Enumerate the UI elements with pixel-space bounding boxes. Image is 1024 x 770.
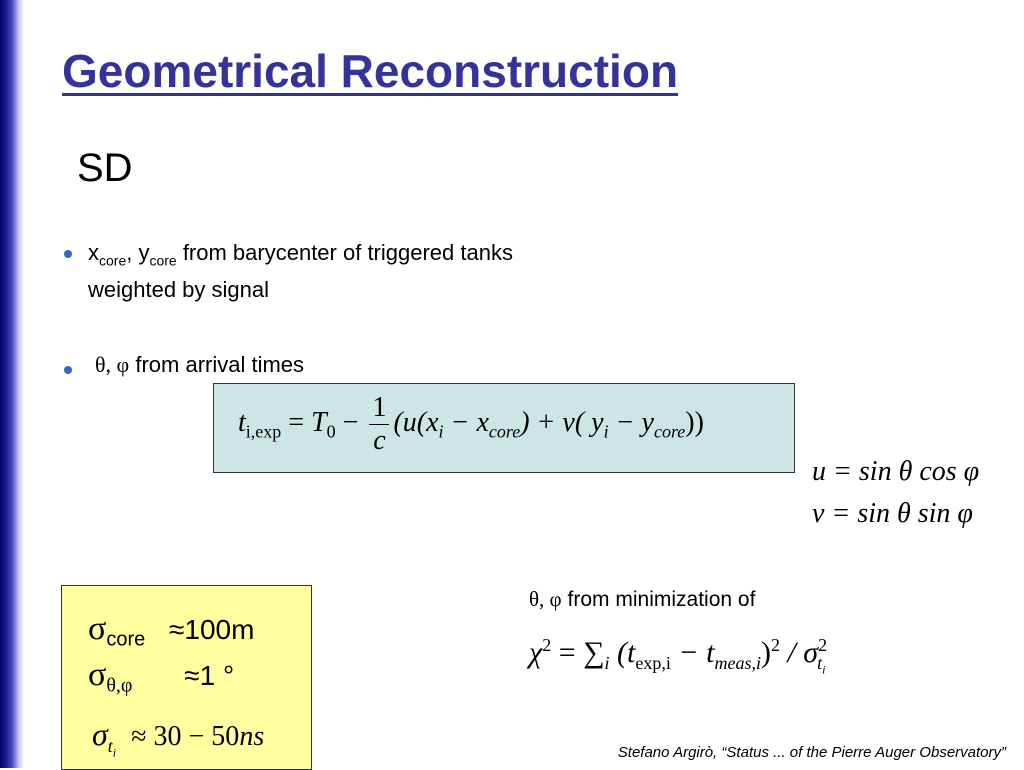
eq-fraction (369, 392, 389, 457)
eq-body-e: )) (685, 406, 704, 438)
sum-sub: i (604, 653, 610, 673)
bullet-text: from arrival times (129, 352, 305, 377)
eq-t: t (238, 406, 246, 438)
minimization-text (529, 587, 755, 612)
eq-t-sub: i,exp (245, 421, 282, 442)
separator: , (126, 240, 139, 265)
eq-body-b: − x (443, 406, 489, 438)
chi-close-sup: 2 (770, 635, 780, 655)
eq-body-d: − y (608, 406, 654, 438)
eq-xi-sub: i (438, 421, 444, 442)
chi-minus: − t (670, 636, 715, 669)
angle-symbols: θ, φ (529, 587, 562, 611)
sigma-symbol: σ (92, 716, 108, 752)
sidebar-gradient-bar (0, 0, 24, 768)
sigma-sub: t (817, 653, 823, 673)
slide-subtitle: SD (77, 146, 133, 190)
sigma-symbol: σ (88, 610, 107, 647)
chi-sum: = ∑ (551, 636, 605, 669)
resolution-core (88, 610, 254, 652)
chi-sup: 2 (542, 635, 552, 655)
chi-close: ) (760, 636, 771, 669)
angle-symbols: θ, φ (95, 352, 130, 377)
bullet-arrival-times (95, 350, 304, 380)
bullet-text-line1: from barycenter of triggered tanks (176, 240, 513, 265)
sigma-t-sub (107, 735, 117, 760)
v-definition: v = sin θ sin φ (812, 498, 973, 529)
eq-body-a: (u(x (393, 406, 439, 438)
sigma-time-value: ≈ 30 − 50 (131, 721, 240, 752)
arrival-time-equation (238, 392, 704, 457)
resolution-time (92, 716, 264, 760)
eq-minus: − (335, 406, 366, 438)
sigma-symbol: σ (88, 656, 107, 693)
minimization-label: from minimization of (561, 588, 756, 611)
sigma-angle-value: ≈1 ° (184, 660, 235, 691)
equation-box (213, 383, 795, 473)
y-symbol: y (138, 240, 150, 265)
bullet-icon (64, 250, 72, 258)
bullet-barycenter (88, 238, 513, 305)
eq-frac-den: c (373, 425, 386, 456)
resolution-angle (88, 656, 234, 698)
resolution-box (61, 585, 312, 770)
sigma-sub-sub: i (822, 662, 826, 677)
bullet-icon (64, 366, 72, 374)
u-definition: u = sin θ cos φ (812, 456, 980, 487)
sigma-t-i: i (112, 745, 117, 760)
sigma-time-unit: ns (239, 721, 265, 752)
chi-open: (t (609, 636, 636, 669)
sigma-t: t (107, 735, 113, 756)
eq-yi-sub: i (603, 421, 609, 442)
eq-equals: = (288, 406, 312, 438)
chi-symbol: χ (529, 636, 543, 669)
texp-sub: exp,i (635, 653, 671, 673)
sigma-angle-sub: θ,φ (106, 674, 133, 697)
tmeas-sub: meas,i (714, 653, 761, 673)
chi-div-sigma: / σ (779, 636, 819, 669)
eq-T: T (311, 406, 327, 438)
sigma-sup: 2 (818, 635, 828, 655)
footer-citation: Stefano Argirò, “Status ... of the Pierre Auger Observatory” (617, 744, 1006, 761)
eq-ycore-sub: core (653, 421, 686, 442)
y-subscript: core (149, 252, 177, 269)
eq-xcore-sub: core (488, 421, 521, 442)
x-subscript: core (99, 252, 127, 269)
sigma-core-value: ≈100m (169, 614, 255, 645)
eq-body-c: ) + v( y (520, 406, 604, 438)
bullet-text-line2: weighted by signal (88, 277, 270, 303)
sigma-sub-wrap (817, 653, 826, 677)
sigma-core-sub: core (106, 628, 146, 651)
x-symbol: x (88, 240, 99, 265)
chi-square-equation (529, 635, 828, 678)
slide-title: Geometrical Reconstruction (62, 45, 679, 97)
eq-T-sub: 0 (326, 421, 336, 442)
eq-frac-num: 1 (369, 392, 389, 425)
